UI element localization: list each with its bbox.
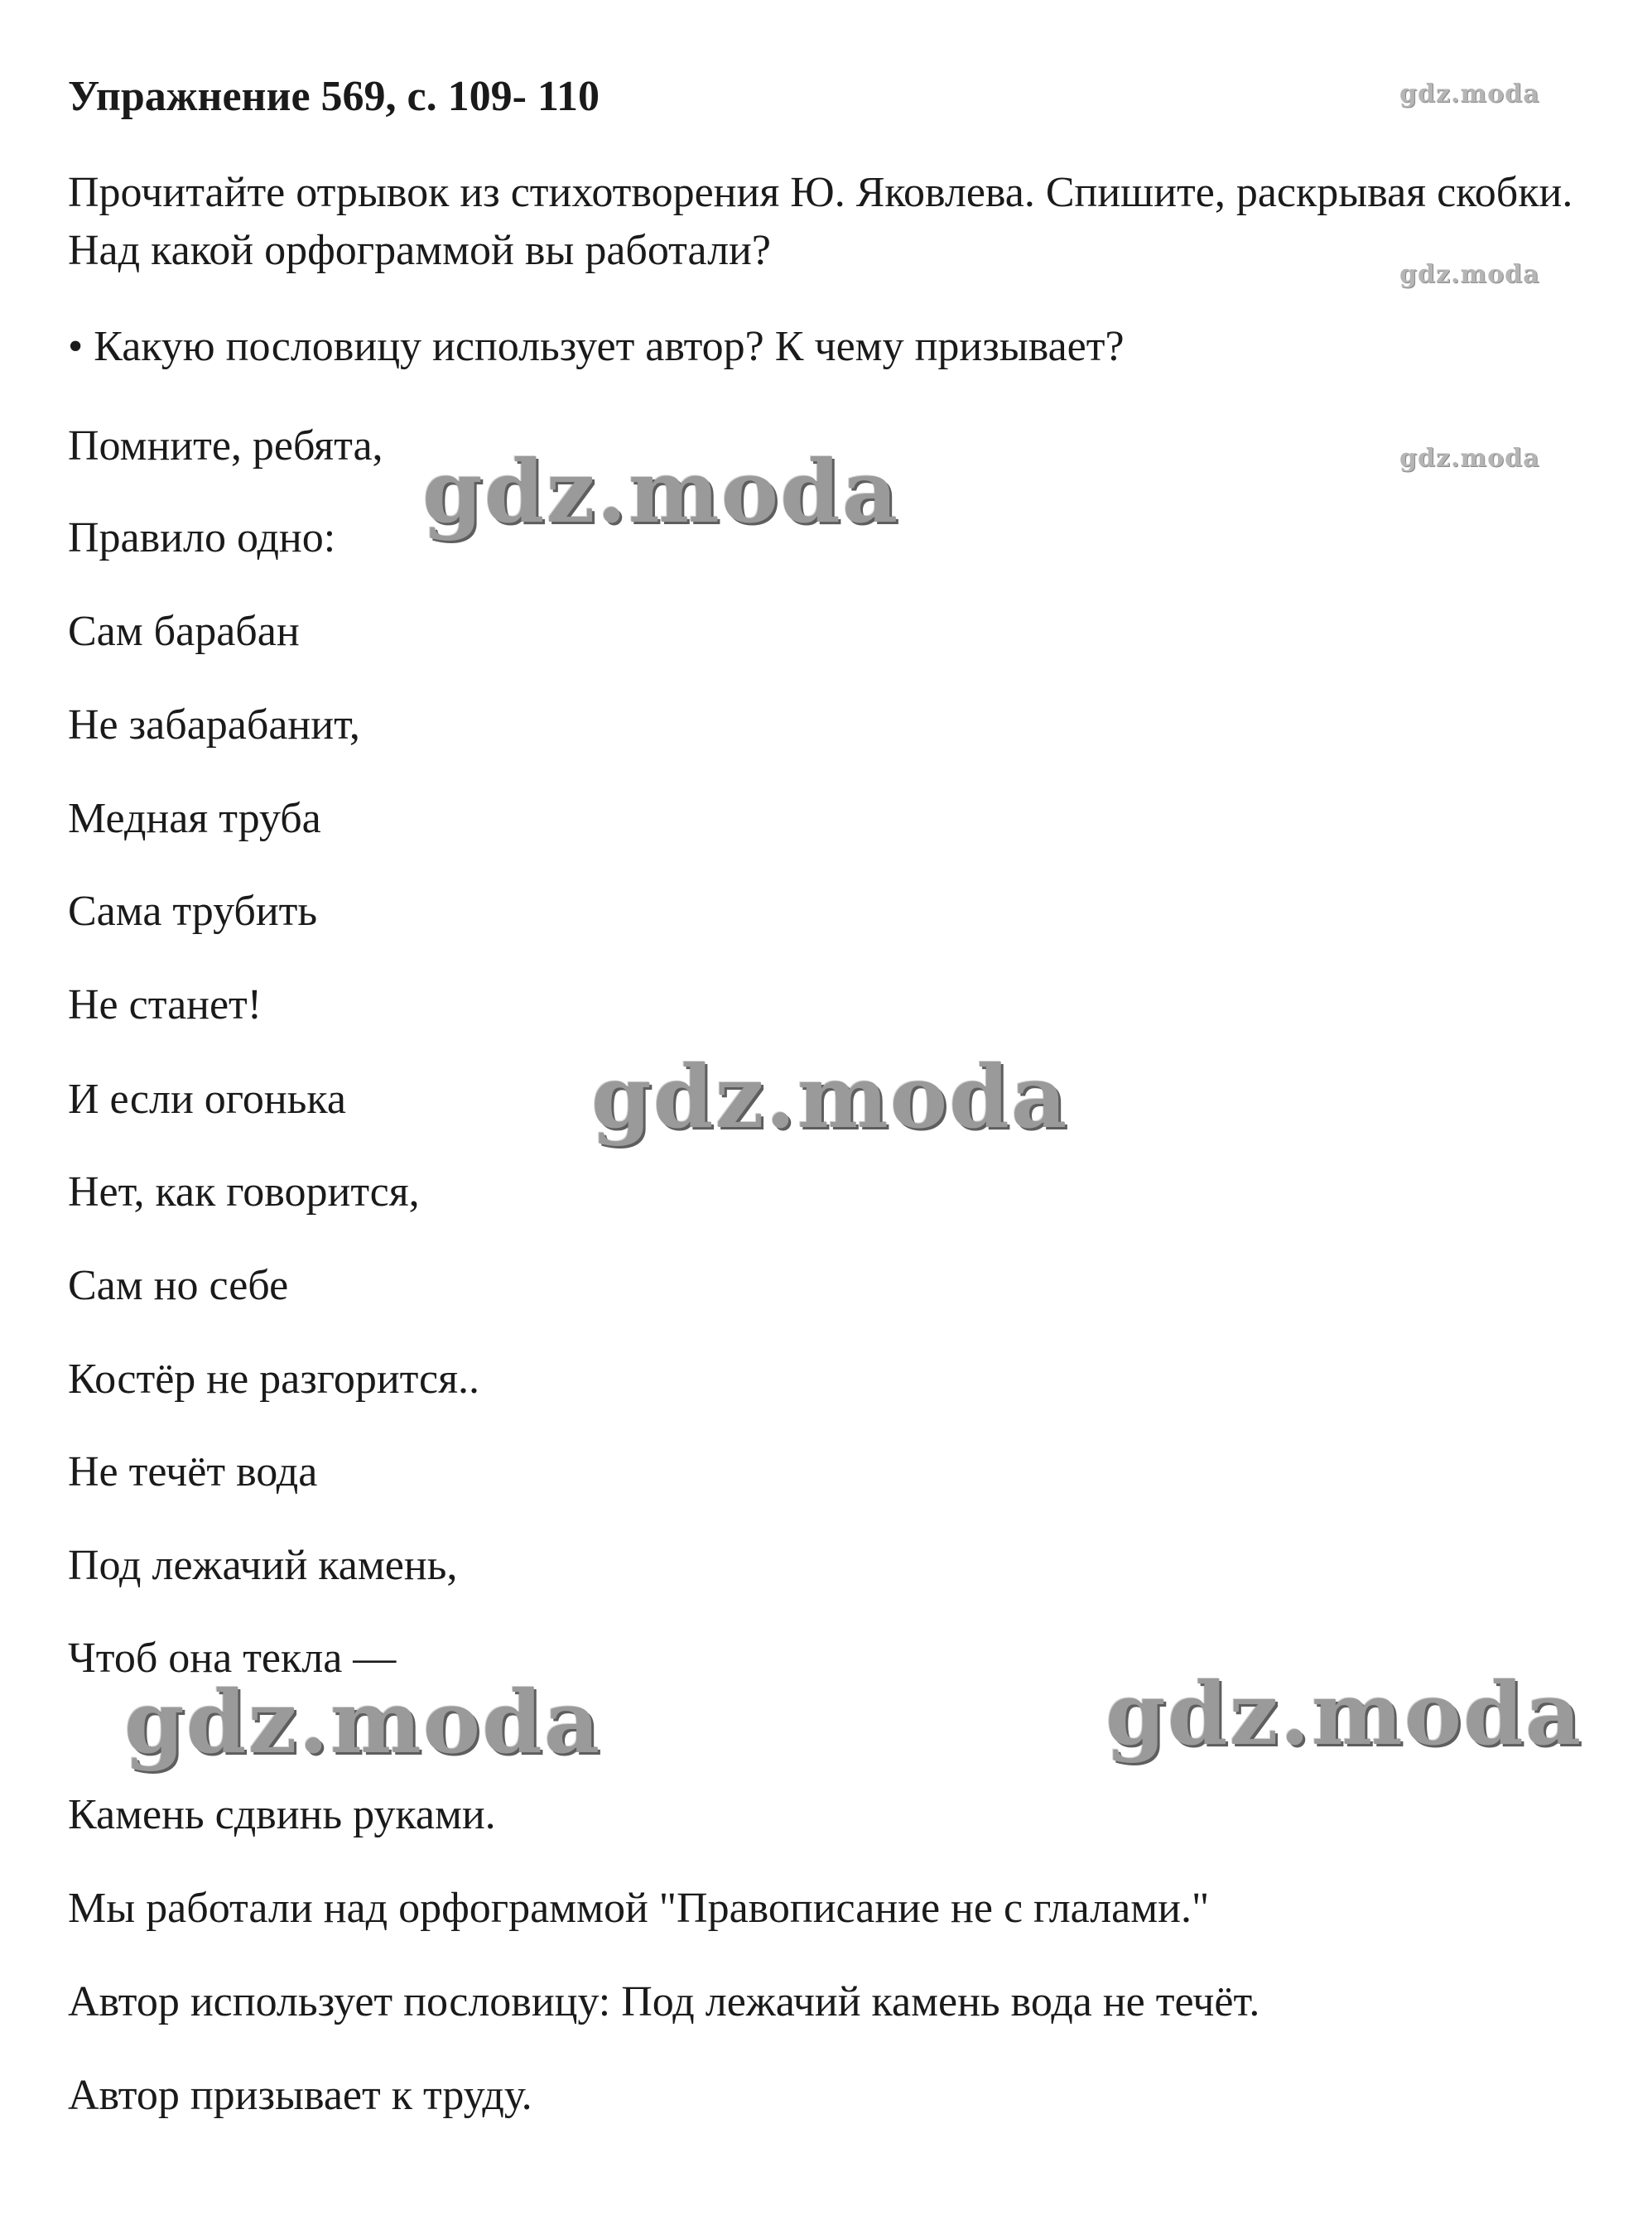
poem-line: Костёр не разгорится.. [68,1356,480,1403]
poem-line: Чтоб она текла — [68,1635,397,1682]
answer-line: Мы работали над орфограммой "Правописание не с глалами." [68,1885,1210,1932]
poem-line: Нет, как говорится, [68,1168,420,1216]
poem-line: Не забарабанит, [68,701,360,749]
poem-line: Помните, ребята, [68,422,383,470]
poem-line: Под лежачий камень, [68,1542,458,1589]
poem-line: Не течёт вода [68,1448,318,1495]
watermark: gdz.moda [591,1046,1069,1148]
answer-line: Автор призывает к труду. [68,2072,532,2119]
task-text: Прочитайте отрывок из стихотворения Ю. Яковлева. Спишите, раскрывая скобки. Над какой орфограммой вы работали? [68,169,1573,274]
watermark: gdz.moda [124,1671,602,1773]
poem-line: Сам барабан [68,608,300,655]
poem-line: Не станет! [68,981,262,1028]
poem-line: Сама трубить [68,888,318,935]
watermark: gdz.moda [1399,79,1540,108]
poem-line: Сам но себе [68,1262,289,1309]
poem-line: Правило одно: [68,514,336,561]
poem-line: И если огонька [68,1076,346,1123]
exercise-title: Упражнение 569, с. 109- 110 [68,73,600,120]
poem-line: Камень сдвинь руками. [68,1791,496,1838]
task-question: • Какую пословицу использует автор? К чему призывает? [68,323,1125,370]
watermark: gdz.moda [1105,1663,1583,1765]
answer-line: Автор использует пословицу: Под лежачий камень вода не течёт. [68,1978,1260,2025]
watermark: gdz.moda [1399,260,1540,289]
poem-line: Медная труба [68,795,321,842]
watermark: gdz.moda [1399,444,1540,473]
watermark: gdz.moda [422,441,900,542]
